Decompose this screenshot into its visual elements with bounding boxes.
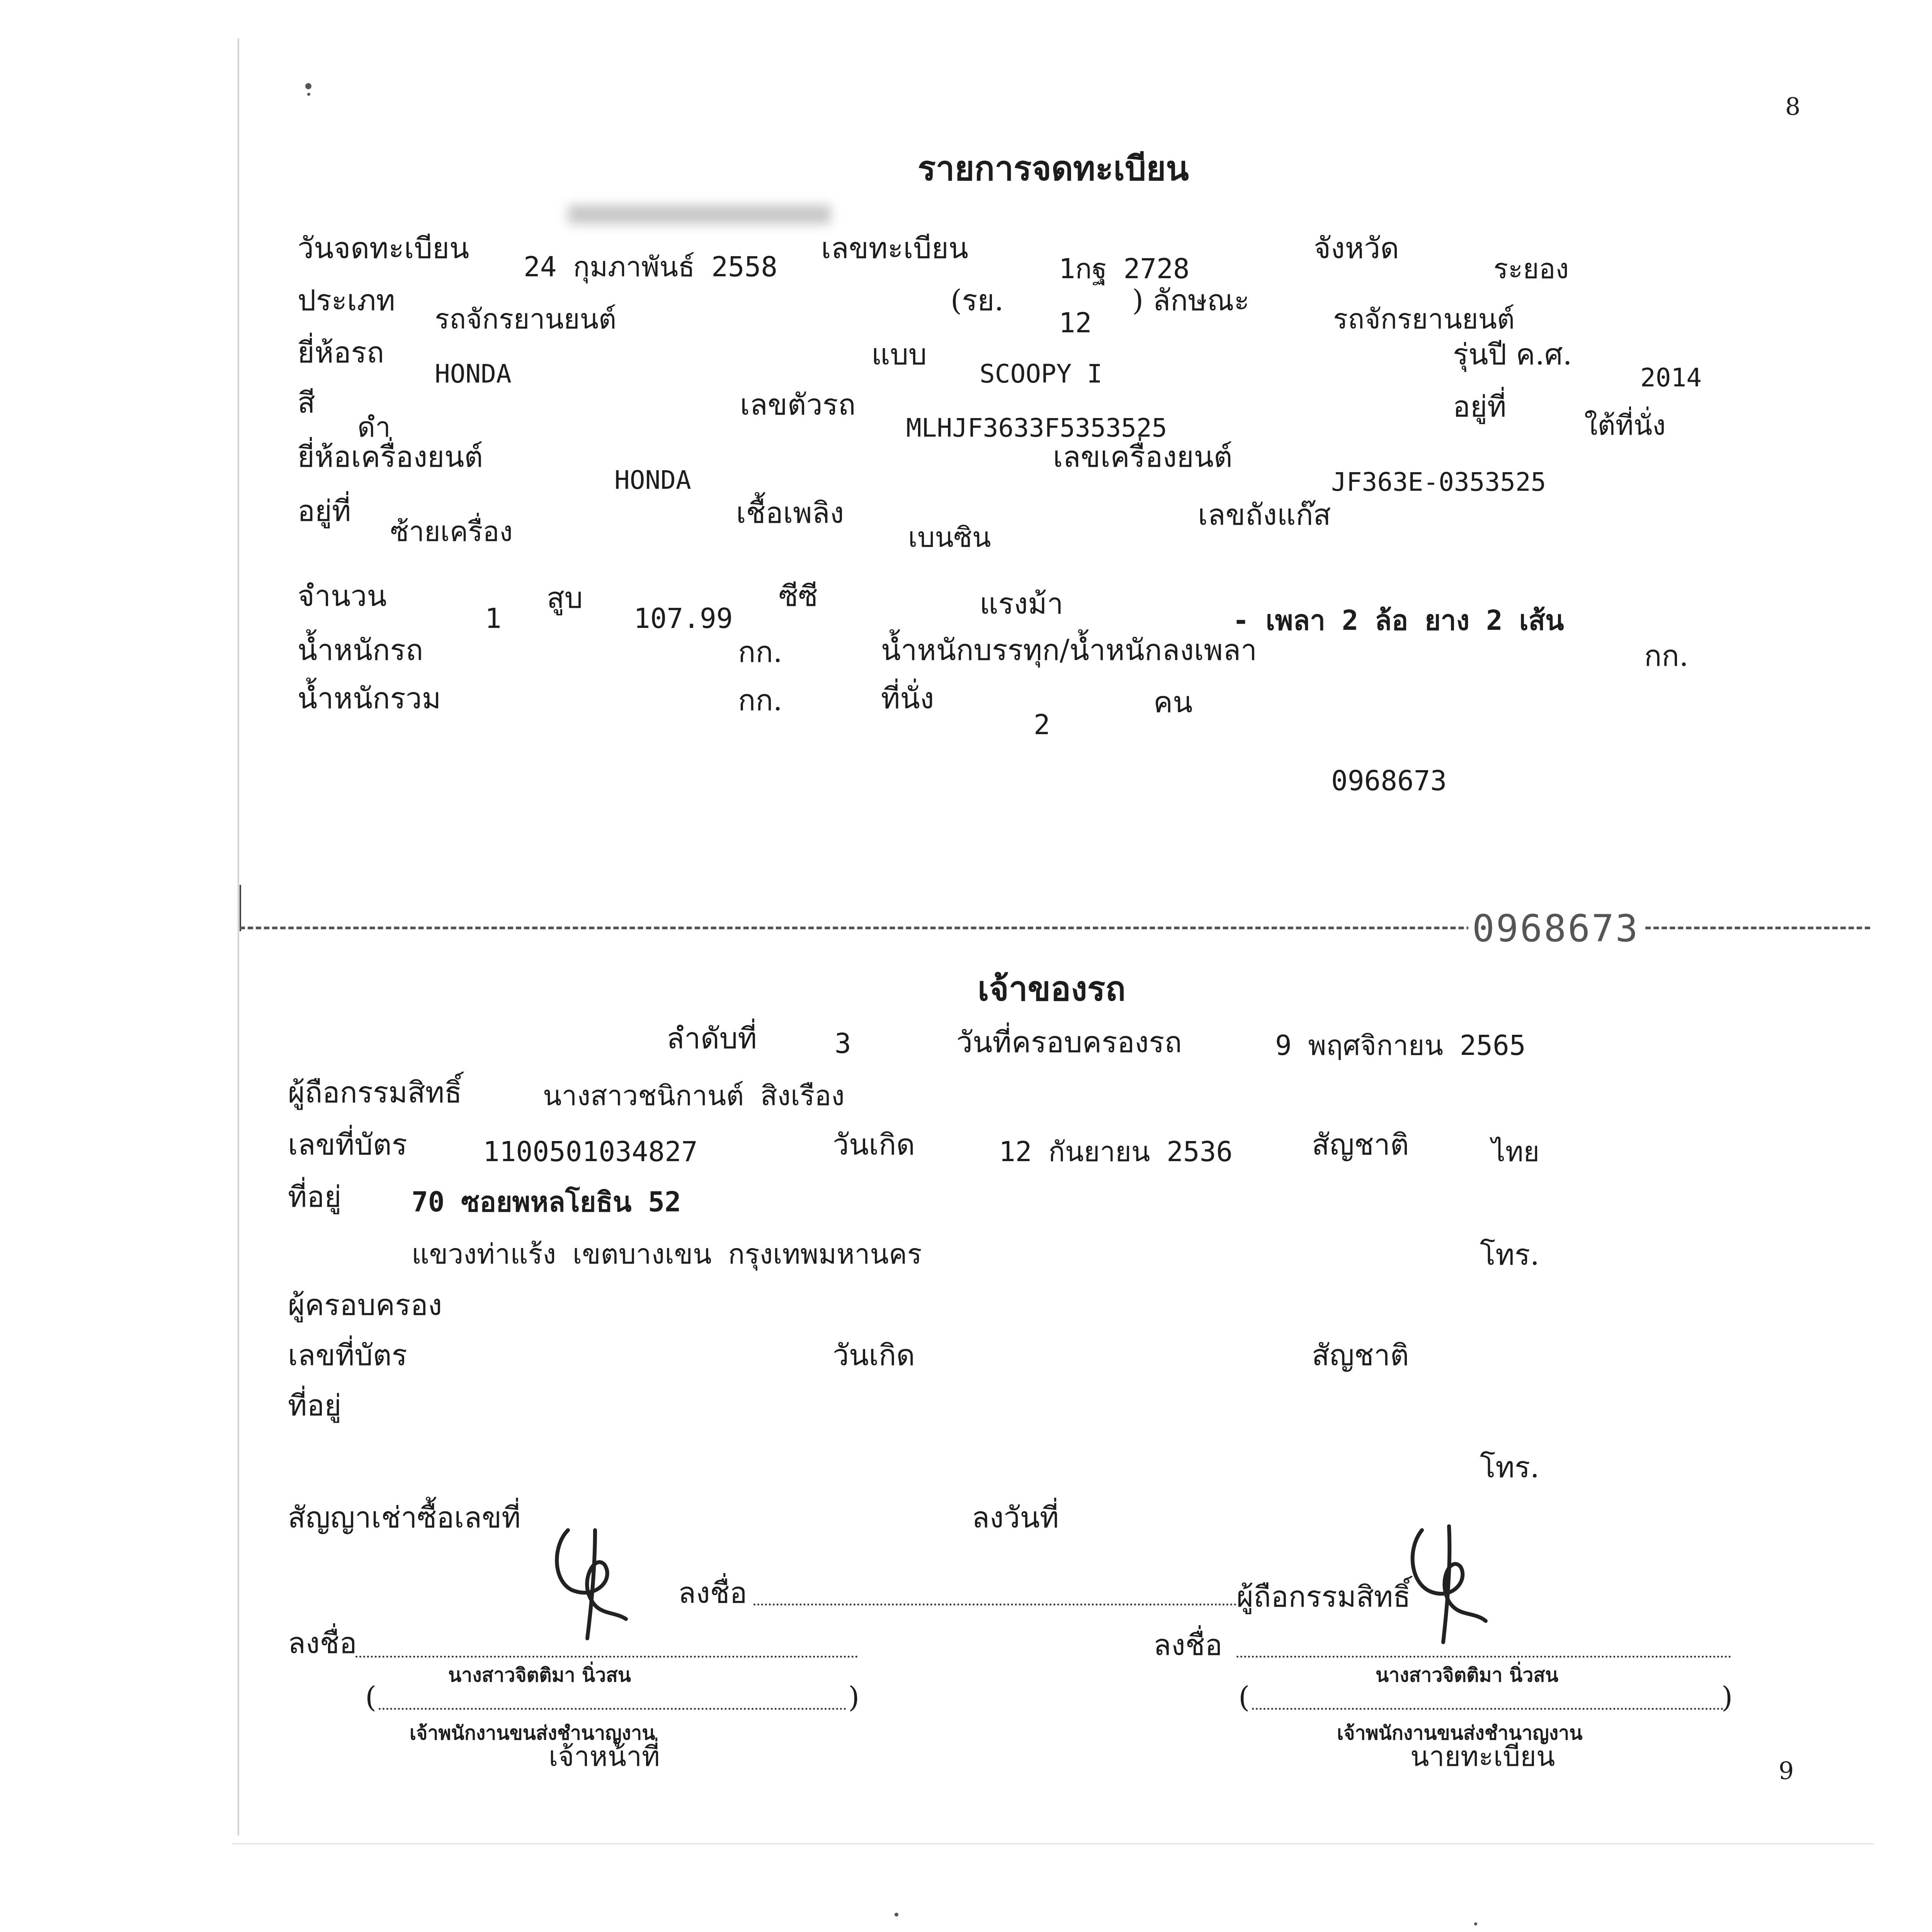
style-value: รถจักรยานยนต์	[1333, 303, 1515, 335]
registrar-sign-label: ลงชื่อ	[1153, 1628, 1223, 1662]
fuel-label: เชื้อเพลิง	[736, 496, 844, 530]
nationality-value: ไทย	[1492, 1136, 1540, 1168]
officer-position: เจ้าพนักงานขนส่งชำนาญงาน	[410, 1721, 655, 1744]
nationality-label: สัญชาติ	[1312, 1128, 1409, 1162]
officer-name: นางสาวจิตติมา นิ่วสน	[448, 1663, 631, 1686]
engine-brand-label: ยี่ห้อเครื่องยนต์	[298, 440, 483, 474]
officer-sign-line	[355, 1656, 858, 1658]
weight-label: น้ำหนักรถ	[298, 633, 423, 667]
gross-weight-unit: กก.	[738, 683, 782, 717]
cc-unit: ซีซี	[779, 579, 818, 613]
scan-bottom-edge	[232, 1843, 1874, 1844]
page-number-bottom: 9	[1779, 1757, 1794, 1785]
officer-role: เจ้าหน้าที่	[549, 1740, 660, 1772]
style-label: ) ลักษณะ	[1132, 283, 1250, 317]
scan-speck	[895, 1913, 898, 1917]
engine-loc-label: อยู่ที่	[298, 494, 351, 528]
address-label: ที่อยู่	[288, 1180, 342, 1214]
province-value: ระยอง	[1493, 253, 1569, 285]
seat-value: 2	[1034, 709, 1050, 741]
load-label: น้ำหนักบรรทุก/น้ำหนักลงเพลา	[881, 633, 1257, 667]
officer-sign-label: ลงชื่อ	[288, 1626, 357, 1660]
engine-no-label: เลขเครื่องยนต์	[1053, 440, 1233, 474]
scan-speck	[1474, 1922, 1477, 1925]
id-card-value: 1100501034827	[483, 1136, 698, 1168]
possessor-label: ผู้ครอบครอง	[288, 1288, 442, 1322]
possessor-id-label: เลขที่บัตร	[288, 1338, 407, 1372]
chassis-loc-value: ใต้ที่นั่ง	[1584, 409, 1666, 441]
hp-label: แรงม้า	[980, 587, 1063, 621]
registrar-signature	[1395, 1522, 1511, 1654]
year-value: 2014	[1640, 363, 1702, 393]
engine-brand-value: HONDA	[614, 465, 691, 495]
model-value: SCOOPY I	[980, 359, 1102, 389]
document-number: 0968673	[1331, 765, 1447, 797]
load-unit: กก.	[1644, 639, 1689, 673]
registrar-bracket-close: )	[1721, 1680, 1733, 1714]
signed-date-label: ลงวันที่	[972, 1500, 1059, 1534]
officer-bracket-close: )	[848, 1680, 860, 1714]
id-card-label: เลขที่บัตร	[288, 1128, 407, 1162]
document-number-stamp: 0968673	[1468, 910, 1643, 947]
officer-name-line	[379, 1708, 846, 1710]
type-value: รถจักรยานยนต์	[435, 303, 617, 335]
cylinder-unit: สูบ	[547, 581, 583, 615]
birth-date-label: วันเกิด	[833, 1128, 915, 1162]
holder-role-label: ผู้ถือกรรมสิทธิ์	[1236, 1580, 1411, 1614]
address-line2: แขวงท่าแร้ง เขตบางเขน กรุงเทพมหานคร	[412, 1238, 922, 1270]
possessor-telephone-label: โทร.	[1480, 1450, 1539, 1484]
weight-unit: กก.	[738, 635, 782, 669]
registrar-role: นายทะเบียน	[1410, 1740, 1555, 1772]
brand-label: ยี่ห้อรถ	[298, 335, 384, 369]
chassis-loc-label: อยู่ที่	[1453, 389, 1507, 423]
registration-title: รายการจดทะเบียน	[918, 148, 1189, 188]
possessor-address-label: ที่อยู่	[288, 1388, 342, 1422]
contract-label: สัญญาเช่าซื้อเลขที่	[288, 1500, 521, 1534]
chassis-label: เลขตัวรถ	[740, 388, 856, 422]
possess-date-value: 9 พฤศจิกายน 2565	[1275, 1029, 1526, 1061]
fuel-value: เบนซิน	[908, 521, 991, 553]
color-label: สี	[298, 386, 315, 420]
possess-date-label: วันที่ครอบครองรถ	[956, 1025, 1182, 1059]
ry-label: (รย.	[951, 283, 1004, 317]
brand-value: HONDA	[435, 359, 512, 389]
reg-no-label: เลขทะเบียน	[821, 231, 969, 265]
birth-date-value: 12 กันยายน 2536	[999, 1136, 1233, 1168]
year-label: รุ่นปี ค.ศ.	[1453, 337, 1572, 371]
holder-sign-line	[753, 1604, 1236, 1605]
gas-tank-label: เลขถังแก๊ส	[1198, 498, 1331, 532]
axle-value: - เพลา 2 ล้อ ยาง 2 เส้น	[1233, 604, 1564, 636]
engine-loc-value: ซ้ายเครื่อง	[390, 515, 513, 548]
cc-value: 107.99	[634, 602, 733, 634]
holder-sign-label: ลงชื่อ	[678, 1576, 747, 1610]
telephone-label: โทร.	[1480, 1238, 1539, 1272]
reg-date-value: 24 กุมภาพันธ์ 2558	[524, 251, 778, 283]
color-value: ดำ	[357, 411, 391, 443]
registrar-position: เจ้าพนักงานขนส่งชำนาญงาน	[1337, 1721, 1583, 1744]
registrar-sign-line	[1236, 1656, 1731, 1658]
scan-speck	[305, 83, 311, 89]
redacted-blur	[568, 205, 831, 224]
possessor-birth-date-label: วันเกิด	[833, 1338, 915, 1372]
type-label: ประเภท	[298, 283, 395, 317]
scan-margin-line-top	[240, 885, 241, 931]
gross-weight-label: น้ำหนักรวม	[298, 681, 441, 715]
engine-no-value: JF363E-0353525	[1331, 467, 1546, 497]
chassis-value: MLHJF3633F5353525	[906, 413, 1167, 443]
scan-speck	[307, 93, 310, 96]
reg-date-label: วันจดทะเบียน	[298, 231, 469, 265]
officer-bracket-open: (	[365, 1680, 377, 1714]
sequence-label: ลำดับที่	[667, 1021, 757, 1055]
scan-margin-line	[238, 39, 239, 1835]
seat-unit: คน	[1153, 685, 1193, 719]
sequence-value: 3	[835, 1027, 851, 1060]
possessor-nationality-label: สัญชาติ	[1312, 1338, 1409, 1372]
holder-value: นางสาวชนิกานต์ สิงเรือง	[543, 1080, 845, 1112]
owner-title: เจ้าของรถ	[978, 969, 1126, 1009]
registrar-bracket-open: (	[1238, 1680, 1250, 1714]
registrar-name-line	[1252, 1708, 1723, 1710]
seat-label: ที่นั่ง	[881, 681, 934, 715]
ry-value: 12	[1059, 307, 1092, 339]
holder-label: ผู้ถือกรรมสิทธิ์	[288, 1075, 462, 1109]
registrar-name: นางสาวจิตติมา นิ่วสน	[1376, 1663, 1558, 1686]
province-label: จังหวัด	[1314, 231, 1399, 265]
page-number-top: 8	[1785, 92, 1801, 121]
model-label: แบบ	[871, 337, 927, 371]
cylinder-label: จำนวน	[298, 579, 387, 613]
holder-signature	[537, 1522, 653, 1654]
address-line1: 70 ซอยพหลโยธิน 52	[412, 1186, 681, 1218]
reg-no-value: 1กฐ 2728	[1059, 253, 1190, 285]
cylinder-value: 1	[485, 602, 502, 634]
